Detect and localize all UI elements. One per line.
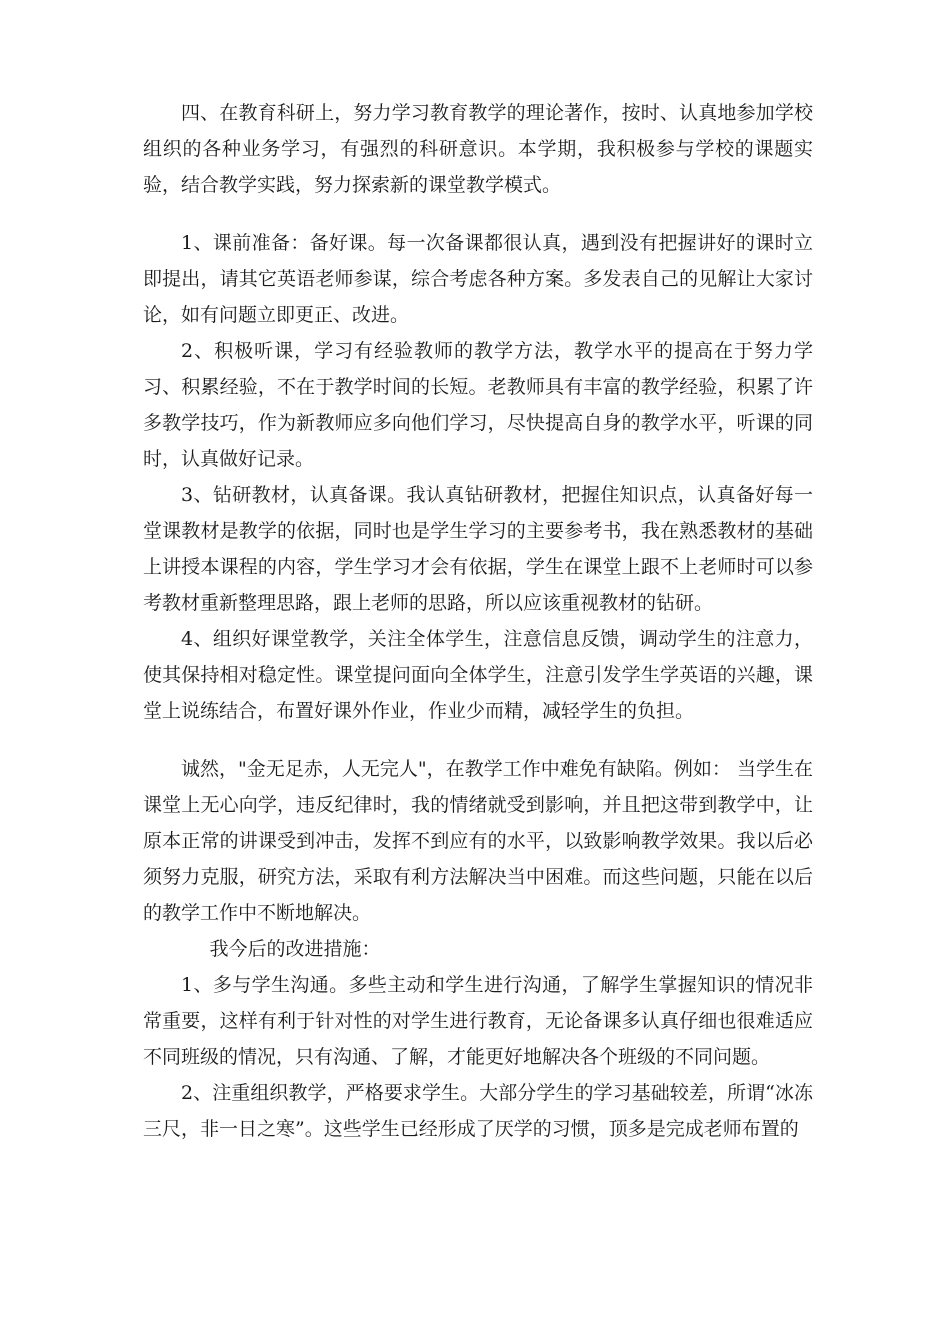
paragraph-point-4: 4、组织好课堂教学，关注全体学生，注意信息反馈，调动学生的注意力，使其保持相对稳定性。课堂提问面向全体学生，注意引发学生学英语的兴趣，课堂上说练结合，布置好课外作业，作业少而精，减轻学生的负担。 (143, 628, 813, 722)
document-body (143, 95, 813, 1147)
paragraph-point-1: 1、课前准备：备好课。每一次备课都很认真，遇到没有把握讲好的课时立即提出，请其它英语老师参谋，综合考虑各种方案。多发表自己的见解让大家讨论，如有问题立即更正、改进。 (143, 232, 813, 326)
paragraph-improvement-heading: 我今后的改进措施： (209, 938, 381, 960)
paragraph-improvement-2: 2、注重组织教学，严格要求学生。大部分学生的学习基础较差，所谓“冰冻三尺，非一日之寒”。这些学生已经形成了厌学的习惯，顶多是完成老师布置的 (143, 1082, 813, 1140)
paragraph-point-2: 2、积极听课，学习有经验教师的教学方法，教学水平的提高在于努力学习、积累经验，不在于教学时间的长短。老教师具有丰富的教学经验，积累了许多教学技巧，作为新教师应多向他们学习，尽快提高自身的教学水平，听课的同时，认真做好记录。 (143, 340, 813, 470)
paragraph-research: 四、在教育科研上，努力学习教育教学的理论著作，按时、认真地参加学校组织的各种业务学习，有强烈的科研意识。本学期，我积极参与学校的课题实验，结合教学实践，努力探索新的课堂教学模式。 (143, 102, 813, 196)
paragraph-point-3: 3、钻研教材，认真备课。我认真钻研教材，把握住知识点，认真备好每一堂课教材是教学的依据，同时也是学生学习的主要参考书，我在熟悉教材的基础上讲授本课程的内容，学生学习才会有依据，学生在课堂上跟不上老师时可以参考教材重新整理思路，跟上老师的思路，所以应该重视教材的钻研。 (143, 484, 813, 614)
paragraph-improvement-1: 1、多与学生沟通。多些主动和学生进行沟通，了解学生掌握知识的情况非常重要，这样有利于针对性的对学生进行教育，无论备课多认真仔细也很难适应不同班级的情况，只有沟通、了解，才能更好地解决各个班级的不同问题。 (143, 974, 813, 1068)
paragraph-shortcomings: 诚然，"金无足赤，人无完人"，在教学工作中难免有缺陷。例如： 当学生在课堂上无心向学，违反纪律时，我的情绪就受到影响，并且把这带到教学中，让原本正常的讲课受到冲击，发挥不到应有的水平，以致影响教学效果。我以后必须努力克服，研究方法，采取有利方法解决当中困难。而这些问题，只能在以后的教学工作中不断地解决。 (143, 758, 813, 924)
paragraph-gap (143, 203, 813, 225)
paragraph-gap (143, 729, 813, 751)
